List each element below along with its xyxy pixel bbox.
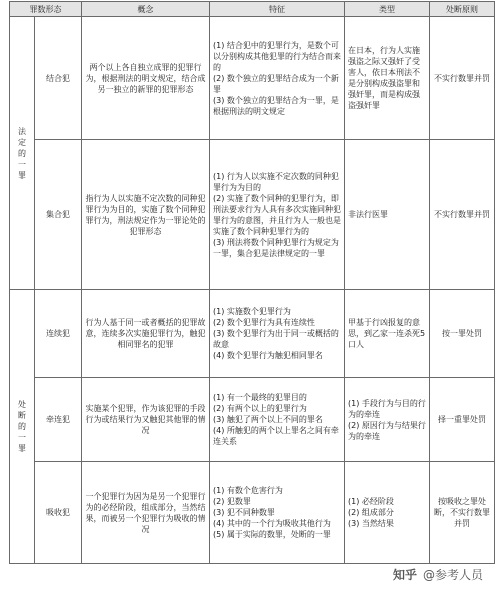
concept-cell: 实施某个犯罪，作为该犯罪的手段行为或结果行为又触犯其他罪的情况 xyxy=(82,378,210,462)
principle-cell: 按吸收之罪处断，不实行数罪并罚 xyxy=(430,462,495,564)
type-cell: 非法行医罪 xyxy=(345,140,430,290)
feature-cell xyxy=(210,378,345,462)
feature-item: (3) 刑法将数个同种犯罪行为规定为一罪，集合犯是法律规定的一罪 xyxy=(213,237,339,258)
concept-cell: 行为人基于同一或者概括的犯罪故意，连续多次实施犯罪行为，触犯相同罪名的犯罪 xyxy=(82,290,210,378)
header-concept: 概念 xyxy=(82,2,210,17)
feature-item: (2) 数个犯罪行为具有连续性 xyxy=(213,318,315,327)
feature-cell xyxy=(210,290,345,378)
feature-item: (2) 犯数罪 xyxy=(213,497,251,506)
feature-item: (5) 属于实际的数罪，处断的一罪 xyxy=(213,530,331,539)
type-cell: 在日本，行为人实施强盗之际又强奸了受害人，依日本刑法不是分别构成强盗罪和强奸罪，而是构成强盗强奸罪 xyxy=(345,17,430,140)
feature-cell xyxy=(210,462,345,564)
principle-cell: 按一罪处罚 xyxy=(430,290,495,378)
table-row xyxy=(10,17,495,140)
feature-item: (3) 触犯了两个以上不同的罪名 xyxy=(213,415,323,424)
principle-cell: 择一重罪处罚 xyxy=(430,378,495,462)
feature-item: (1) 有数个危害行为 xyxy=(213,486,283,495)
form-name: 牵连犯 xyxy=(35,378,82,462)
feature-item: (3) 数个犯罪行为出于同一或概括的故意 xyxy=(213,329,339,349)
principle-cell: 不实行数罪并罚 xyxy=(430,17,495,140)
form-name: 吸收犯 xyxy=(35,462,82,564)
header-row xyxy=(10,2,495,17)
header-type: 类型 xyxy=(345,2,430,17)
feature-item: (4) 数个犯罪行为触犯相同罪名 xyxy=(213,351,323,360)
table-row xyxy=(10,290,495,378)
type-cell: (1) 必经阶段 (2) 组成部分 (3) 当然结果 xyxy=(345,462,430,564)
form-name: 连续犯 xyxy=(35,290,82,378)
form-name: 集合犯 xyxy=(35,140,82,290)
feature-item: (2) 数个独立的犯罪结合成为一个新罪 xyxy=(213,73,339,94)
feature-cell xyxy=(210,17,345,140)
group-label: 处断的一罪 xyxy=(10,290,35,564)
document-page xyxy=(9,1,494,573)
header-form: 罪数形态 xyxy=(10,2,82,17)
feature-cell xyxy=(210,140,345,290)
concept-cell: 两个以上各自独立成罪的犯罪行为，根据刑法的明文规定，结合成另一独立的新罪的犯罪形态 xyxy=(82,17,210,140)
feature-item: (4) 所触犯的两个以上罪名之间有牵连关系 xyxy=(213,426,339,446)
form-name: 结合犯 xyxy=(35,17,82,140)
concept-cell: 指行为人以实施不定次数的同种犯罪行为为目的，实施了数个同种犯罪行为，刑法规定作为一罪论处的犯罪形态 xyxy=(82,140,210,290)
table-row xyxy=(10,378,495,462)
feature-item: (1) 有一个最终的犯罪目的 xyxy=(213,393,307,402)
feature-item: (1) 结合犯中的犯罪行为，是数个可以分别构成其他犯罪的行为结合而来的 xyxy=(213,40,341,72)
type-cell: 甲基于行凶报复的意思，到乙家一连杀死5口人 xyxy=(345,290,430,378)
concept-cell: 一个犯罪行为因为是另一个犯罪行为的必经阶段，组成部分，当然结果，而被另一个犯罪行为吸收的情况 xyxy=(82,462,210,564)
watermark-brand: 知乎 xyxy=(392,568,417,582)
feature-item: (4) 其中的一个行为吸收其他行为 xyxy=(213,519,331,528)
feature-item: (2) 实施了数个同种的犯罪行为，即刑法要求行为人具有多次实施同种犯罪行为的意图，并且行为人一般也是实施了数个同种犯罪行为的 xyxy=(213,193,341,236)
header-principle: 处断原则 xyxy=(430,2,495,17)
table-row xyxy=(10,140,495,290)
watermark xyxy=(393,566,483,583)
type-cell: (1) 手段行为与目的行为的牵连 (2) 原因行为与结果行为的牵连 xyxy=(345,378,430,462)
crime-forms-table xyxy=(9,1,495,564)
feature-item: (1) 行为人以实施不定次数的同种犯罪行为为目的 xyxy=(213,171,339,192)
feature-item: (3) 数个独立的犯罪结合为一罪，是根据刑法的明文规定 xyxy=(213,95,339,116)
watermark-author: @参考人员 xyxy=(422,568,483,582)
group-label: 法定的一罪 xyxy=(10,17,35,290)
feature-item: (3) 犯不同种数罪 xyxy=(213,508,275,517)
header-feature: 特征 xyxy=(210,2,345,17)
principle-cell: 不实行数罪并罚 xyxy=(430,140,495,290)
feature-item: (2) 有两个以上的犯罪行为 xyxy=(213,404,307,413)
table-row xyxy=(10,462,495,564)
feature-item: (1) 实施数个犯罪行为 xyxy=(213,307,291,316)
